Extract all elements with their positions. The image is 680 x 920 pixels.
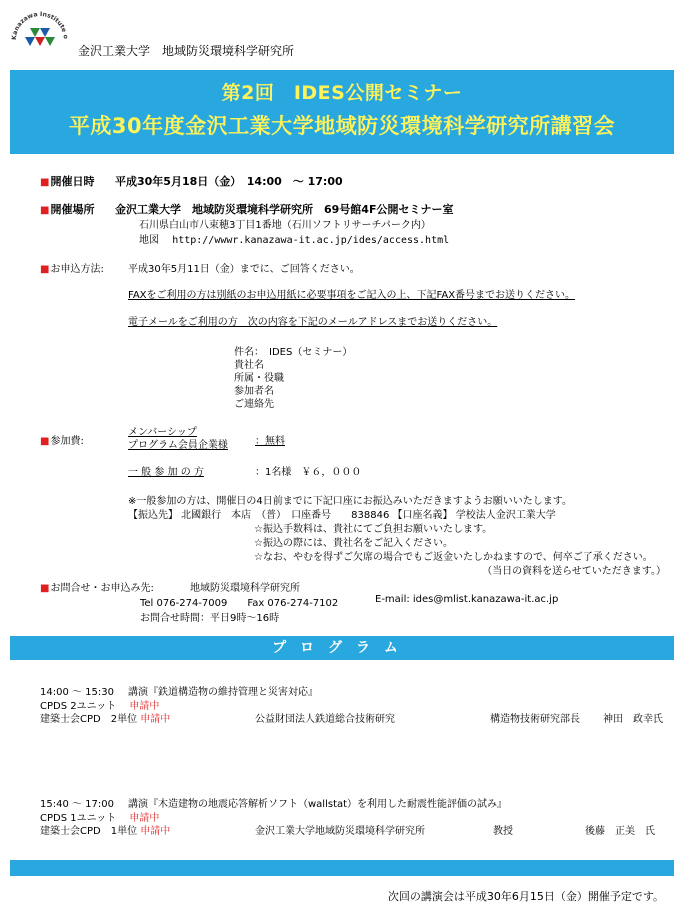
map-link[interactable]: http://wwwr.kanazawa-it.ac.jp/ides/access.html bbox=[172, 235, 450, 246]
fee-row bbox=[40, 432, 84, 447]
contact-label: お問合せ・お申込み先: bbox=[50, 583, 154, 594]
logo-ring-text: Kanazawa Institute o bbox=[10, 10, 70, 41]
venue-address: 石川県白山市八束穂3丁目1番地（石川ソフトリサーチパーク内） bbox=[139, 220, 431, 231]
session-position: 構造物技術研究部長 bbox=[490, 714, 580, 725]
contact-email[interactable]: E-mail: ides@mlist.kanazawa-it.ac.jp bbox=[375, 594, 559, 605]
title-banner bbox=[10, 70, 674, 154]
session-speaker: 後藤 正美 氏 bbox=[585, 826, 655, 837]
apply-item: ご連絡先 bbox=[234, 399, 274, 410]
banner-title-line2: 平成30年度金沢工業大学地域防災環境科学研究所講習会 bbox=[68, 114, 616, 138]
fee-member-line2: プログラム会員企業様 bbox=[128, 440, 228, 451]
bullet-square-icon: ■ bbox=[40, 436, 50, 447]
session-title: 講演『木造建物の地震応答解析ソフト（wallstat）を利用した耐震性能評価の試み』 bbox=[128, 799, 508, 810]
apply-row bbox=[40, 260, 104, 275]
contact-hours: お問合せ時間：平日9時～16時 bbox=[140, 613, 280, 624]
cpds-units: CPDS 1ユニット bbox=[40, 813, 117, 824]
kit-logo bbox=[8, 4, 72, 64]
session-cpd bbox=[40, 710, 170, 725]
fee-member-value: ：無料 bbox=[255, 436, 285, 447]
bullet-square-icon: ■ bbox=[40, 177, 50, 188]
fee-label: 参加費: bbox=[50, 436, 84, 447]
apply-label: お申込方法: bbox=[50, 264, 104, 275]
session-cpd bbox=[40, 822, 170, 837]
map-row bbox=[139, 231, 449, 246]
program-header: プログラム bbox=[10, 636, 674, 660]
contact-tel-fax: Tel 076-274-7009 Fax 076-274-7102 bbox=[140, 598, 339, 609]
fee-star-note: ☆振込手数料は、貴社にてご負担お願いいたします。 bbox=[254, 524, 493, 535]
apply-deadline: 平成30年5月11日（金）までに、ご回答ください。 bbox=[128, 264, 360, 275]
date-row bbox=[40, 173, 94, 189]
cpds-status: 申請中 bbox=[129, 701, 160, 712]
cpd-status: 申請中 bbox=[140, 826, 171, 837]
cpd-units: 建築士会CPD 2単位 bbox=[40, 714, 138, 725]
session-title: 講演『鉄道構造物の維持管理と災害対応』 bbox=[128, 687, 318, 698]
apply-item: 所属・役職 bbox=[234, 373, 284, 384]
session-affiliation: 金沢工業大学地域防災環境科学研究所 bbox=[255, 826, 425, 837]
fee-general-label: 一 般 参 加 の 方 bbox=[128, 467, 204, 478]
apply-item: 参加者名 bbox=[234, 386, 274, 397]
next-seminar-note: 次回の講演会は平成30年6月15日（金）開催予定です。 bbox=[387, 890, 664, 903]
contact-org: 地域防災環境科学研究所 bbox=[190, 583, 300, 594]
venue-value: 金沢工業大学 地域防災環境科学研究所 69号館4F公開セミナー室 bbox=[115, 203, 454, 216]
bullet-square-icon: ■ bbox=[40, 264, 50, 275]
session-time: 14:00 ～ 15:30 bbox=[40, 687, 114, 698]
date-value: 平成30年5月18日（金） 14:00 ～ 17:00 bbox=[115, 175, 343, 188]
fee-star-note: ☆振込の際には、貴社名をご記入ください。 bbox=[254, 538, 453, 549]
date-label: 開催日時 bbox=[50, 175, 95, 188]
session-affiliation: 公益財団法人鉄道総合技術研究 bbox=[255, 714, 395, 725]
footer-bar bbox=[10, 860, 674, 876]
cpds-units: CPDS 2ユニット bbox=[40, 701, 117, 712]
fee-star-note: ☆なお、やむを得ずご欠席の場合でもご返金いたしかねますので、何卒ご了承ください。 bbox=[254, 552, 653, 563]
cpd-status: 申請中 bbox=[140, 714, 171, 725]
fee-star-note-continued: （当日の資料を送らせていただきます。） bbox=[482, 566, 666, 577]
venue-row bbox=[40, 201, 94, 217]
organization-name: 金沢工業大学 地域防災環境科学研究所 bbox=[78, 44, 295, 58]
fee-member-line1: メンバーシップ bbox=[128, 427, 197, 438]
bullet-square-icon: ■ bbox=[40, 205, 50, 216]
venue-label: 開催場所 bbox=[50, 203, 95, 216]
fee-note: ※一般参加の方は、開催日の4日前までに下記口座にお振込みいただきますようお願いいたします。 bbox=[128, 496, 572, 507]
cpds-status: 申請中 bbox=[129, 813, 160, 824]
session-position: 教授 bbox=[493, 826, 513, 837]
svg-text:Kanazawa Institute of Technolo bbox=[8, 4, 69, 40]
fee-general-value: ：1名様 ￥６，０００ bbox=[255, 467, 362, 478]
map-label: 地図 bbox=[139, 235, 159, 246]
fee-bank: 【振込先】 北國銀行 本店 （普） 口座番号 838846 【口座名義】 学校法人金沢工業大学 bbox=[128, 510, 556, 521]
bullet-square-icon: ■ bbox=[40, 583, 50, 594]
apply-email-note: 電子メールをご利用の方 次の内容を下記のメールアドレスまでお送りください。 bbox=[128, 317, 498, 328]
session-time: 15:40 ～ 17:00 bbox=[40, 799, 114, 810]
apply-fax-note: FAXをご利用の方は別紙のお申込用紙に必要事項をご記入の上、下記FAX番号までお送りください。 bbox=[128, 290, 576, 301]
apply-item: 件名： IDES（セミナー） bbox=[234, 347, 353, 358]
session-speaker: 神田 政幸氏 bbox=[603, 714, 663, 725]
contact-row bbox=[40, 579, 154, 594]
banner-title-line1: 第2回 IDES公開セミナー bbox=[221, 82, 463, 104]
apply-item: 貴社名 bbox=[234, 360, 264, 371]
cpd-units: 建築士会CPD 1単位 bbox=[40, 826, 138, 837]
